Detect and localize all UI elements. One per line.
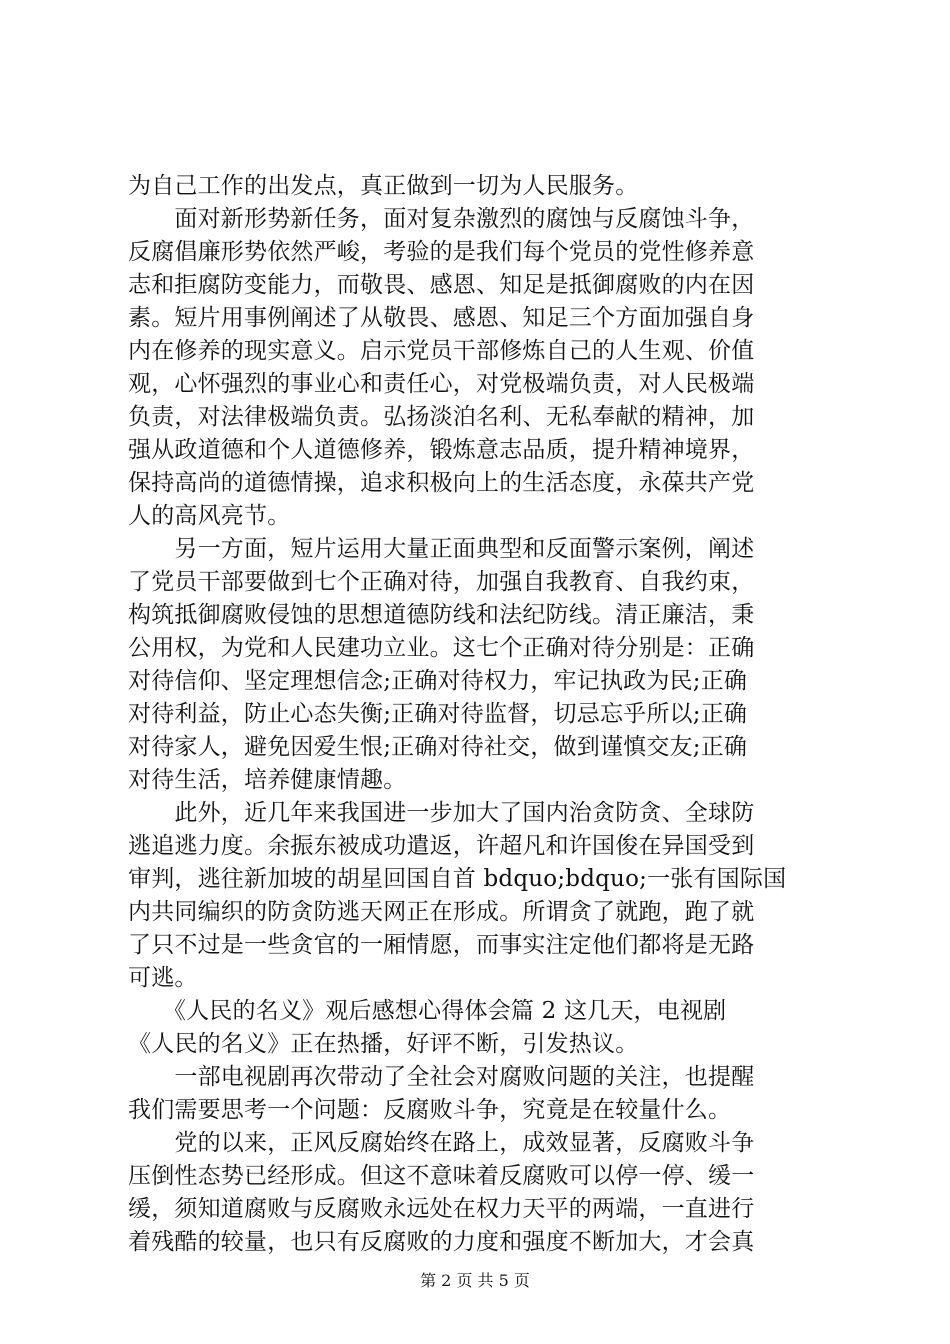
text-line: 强从政道德和个人道德修养，锻炼意志品质，提升精神境界，: [128, 437, 755, 463]
page-footer: [0, 1271, 950, 1291]
text-line: 逃追逃力度。余振东被成功遣返，许超凡和许国俊在异国受到: [128, 833, 755, 859]
text-line: 压倒性态势已经形成。但这不意味着反腐败可以停一停、缓一: [128, 1163, 755, 1189]
text-line: 为自己工作的出发点，真正做到一切为人民服务。: [128, 173, 639, 199]
text-line: 《人民的名义》正在热播，好评不断，引发热议。: [128, 1031, 639, 1057]
text-line: 审判，逃往新加坡的胡星回国自首 bdquo;bdquo;一张有国际国: [128, 866, 787, 892]
text-line: 可逃。: [128, 965, 198, 991]
text-line: 我们需要思考一个问题：反腐败斗争，究竟是在较量什么。: [128, 1097, 732, 1123]
text-line: 了只不过是一些贪官的一厢情愿，而事实注定他们都将是无路: [128, 932, 755, 958]
text-line: 缓，须知道腐败与反腐败永远处在权力天平的两端，一直进行: [128, 1196, 755, 1222]
text-line: 反腐倡廉形势依然严峻，考验的是我们每个党员的党性修养意: [128, 239, 755, 265]
text-line: 保持高尚的道德情操，追求积极向上的生活态度，永葆共产党: [128, 470, 755, 496]
text-line: 构筑抵御腐败侵蚀的思想道德防线和法纪防线。清正廉洁，秉: [128, 602, 755, 628]
text-line: 对待生活，培养健康情趣。: [128, 767, 407, 793]
text-line: 人的高风亮节。: [128, 503, 291, 529]
text-line: 内在修养的现实意义。启示党员干部修炼自己的人生观、价值: [128, 338, 755, 364]
text-line: 负责，对法律极端负责。弘扬淡泊名利、无私奉献的精神，加: [128, 404, 755, 430]
text-line: 另一方面，短片运用大量正面典型和反面警示案例，阐述: [128, 536, 755, 562]
text-line: 党的以来，正风反腐始终在路上，成效显著，反腐败斗争: [128, 1130, 755, 1156]
text-line: 着残酷的较量，也只有反腐败的力度和强度不断加大，才会真: [128, 1229, 755, 1255]
text-line: 志和拒腐防变能力，而敬畏、感恩、知足是抵御腐败的内在因: [128, 272, 755, 298]
text-line: 素。短片用事例阐述了从敬畏、感恩、知足三个方面加强自身: [128, 305, 755, 331]
body-text: [128, 170, 838, 1259]
text-line: 内共同编织的防贪防逃天网正在形成。所谓贪了就跑，跑了就: [128, 899, 755, 925]
text-line: 此外，近几年来我国进一步加大了国内治贪防贪、全球防: [128, 800, 755, 826]
text-line: 《人民的名义》观后感想心得体会篇 2 这几天，电视剧: [128, 998, 727, 1024]
text-line: 对待家人，避免因爱生恨;正确对待社交，做到谨慎交友;正确: [128, 734, 748, 760]
text-line: 对待信仰、坚定理想信念;正确对待权力，牢记执政为民;正确: [128, 668, 748, 694]
text-line: 观，心怀强烈的事业心和责任心，对党极端负责，对人民极端: [128, 371, 755, 397]
text-line: 公用权，为党和人民建功立业。这七个正确对待分别是：正确: [128, 635, 755, 661]
text-line: 面对新形势新任务，面对复杂激烈的腐蚀与反腐蚀斗争，: [128, 206, 755, 232]
text-line: 了党员干部要做到七个正确对待，加强自我教育、自我约束，: [128, 569, 755, 595]
page-number: 第 2 页 共 5 页: [420, 1271, 530, 1290]
text-line: 对待利益，防止心态失衡;正确对待监督，切忌忘乎所以;正确: [128, 701, 748, 727]
text-line: 一部电视剧再次带动了全社会对腐败问题的关注，也提醒: [128, 1064, 755, 1090]
